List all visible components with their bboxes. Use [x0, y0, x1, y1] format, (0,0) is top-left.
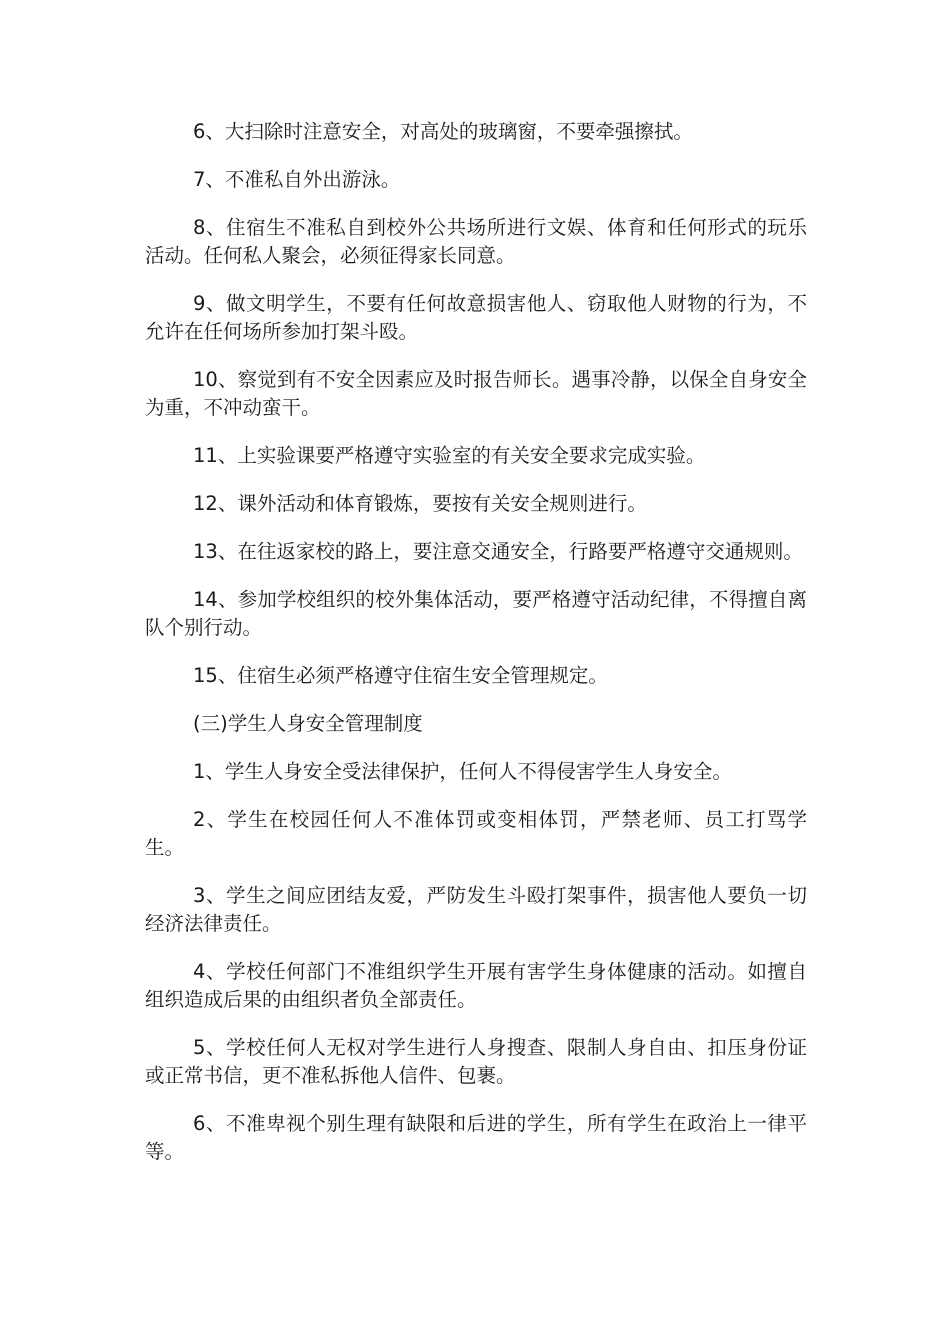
paragraph-rule-3-no-fighting: 3、学生之间应团结友爱，严防发生斗殴打架事件，损害他人要负一切经济法律责任。 — [145, 884, 807, 935]
section-heading-personal-safety: (三)学生人身安全管理制度 — [193, 712, 423, 735]
paragraph-item-15-dorm-rules: 15、住宿生必须严格遵守住宿生安全管理规定。 — [193, 664, 608, 687]
paragraph-rule-1-legal-protection: 1、学生人身安全受法律保护，任何人不得侵害学生人身安全。 — [193, 760, 732, 783]
paragraph-rule-5-no-search: 5、学校任何人无权对学生进行人身搜查、限制人身自由、扣压身份证或正常书信，更不准私拆他人信件、包裹。 — [145, 1036, 807, 1087]
paragraph-item-6-cleaning: 6、大扫除时注意安全，对高处的玻璃窗，不要牵强擦拭。 — [193, 120, 693, 143]
document-body — [145, 118, 807, 1186]
paragraph-item-8-boarding-activities: 8、住宿生不准私自到校外公共场所进行文娱、体育和任何形式的玩乐活动。任何私人聚会，必须征得家长同意。 — [145, 216, 807, 267]
paragraph-item-12-exercise: 12、课外活动和体育锻炼，要按有关安全规则进行。 — [193, 492, 647, 515]
paragraph-rule-4-healthy-activities: 4、学校任何部门不准组织学生开展有害学生身体健康的活动。如擅自组织造成后果的由组织者负全部责任。 — [145, 960, 807, 1011]
paragraph-item-14-group-activities: 14、参加学校组织的校外集体活动，要严格遵守活动纪律，不得擅自离队个别行动。 — [145, 588, 807, 639]
paragraph-item-13-traffic: 13、在往返家校的路上，要注意交通安全，行路要严格遵守交通规则。 — [193, 540, 803, 563]
paragraph-rule-2-no-corporal-punishment: 2、学生在校园任何人不准体罚或变相体罚，严禁老师、员工打骂学生。 — [145, 808, 807, 859]
paragraph-item-9-civil-conduct: 9、做文明学生，不要有任何故意损害他人、窃取他人财物的行为，不允许在任何场所参加打架斗殴。 — [145, 292, 807, 343]
paragraph-item-7-swimming: 7、不准私自外出游泳。 — [193, 168, 401, 191]
paragraph-rule-6-equality: 6、不准卑视个别生理有缺限和后进的学生，所有学生在政治上一律平等。 — [145, 1112, 807, 1163]
paragraph-item-11-lab-safety: 11、上实验课要严格遵守实验室的有关安全要求完成实验。 — [193, 444, 706, 467]
paragraph-item-10-report-danger: 10、察觉到有不安全因素应及时报告师长。遇事冷静，以保全自身安全为重，不冲动蛮干。 — [145, 368, 807, 419]
